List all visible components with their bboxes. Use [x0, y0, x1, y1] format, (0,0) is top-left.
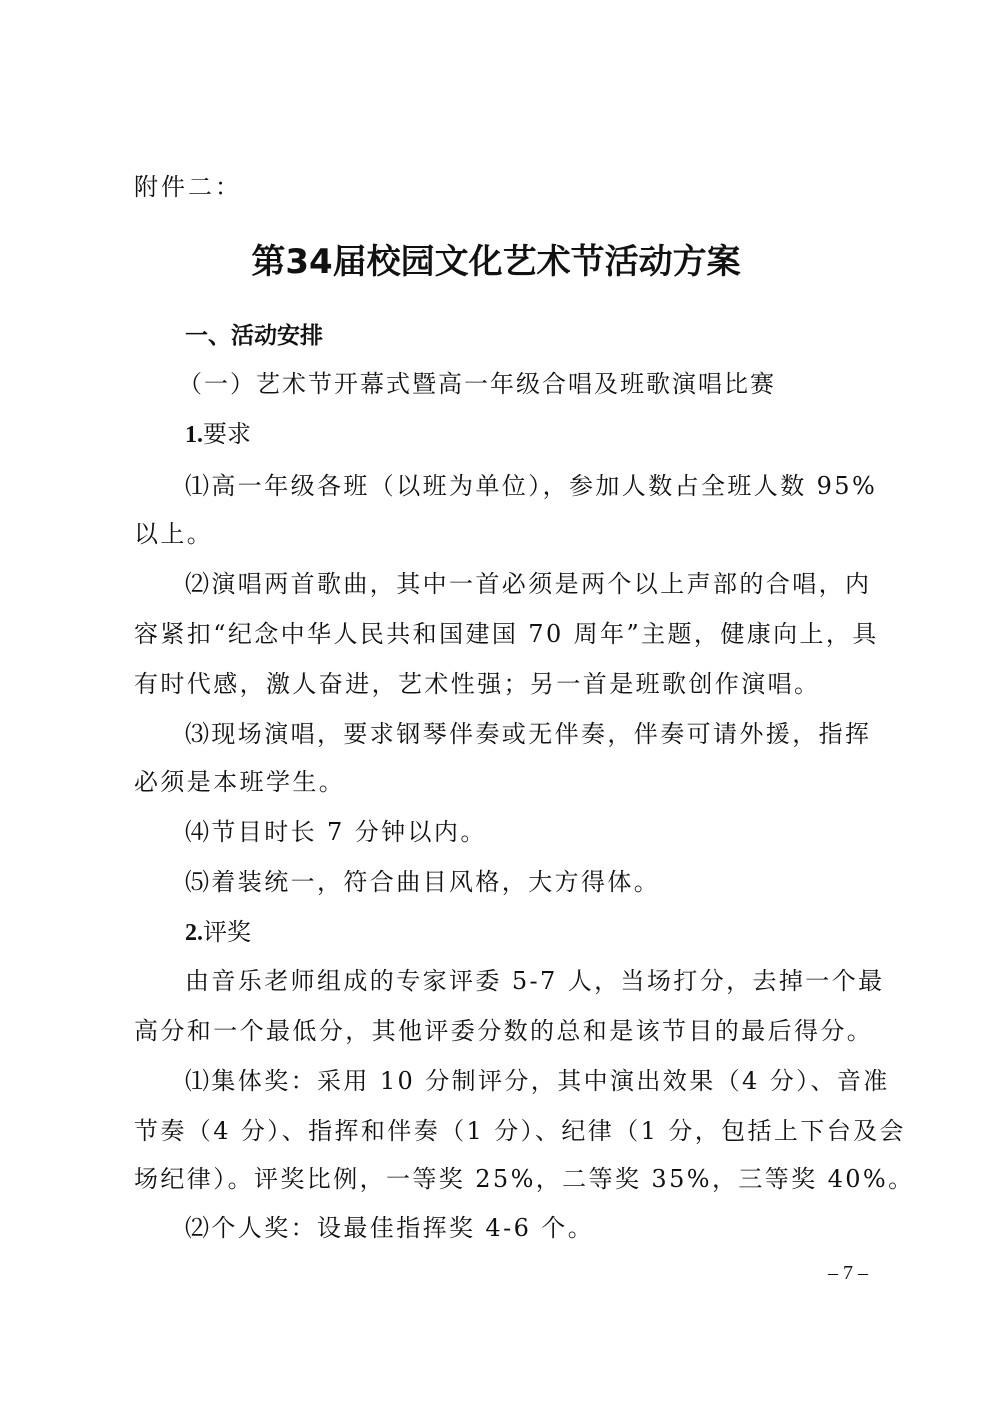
requirement-5: ⑸着装统一，符合曲目风格，大方得体。 [185, 868, 661, 896]
requirement-1-line-1: ⑴高一年级各班（以班为单位），参加人数占全班人数 95% [185, 472, 878, 500]
requirement-2-line-3: 有时代感，激人奋进，艺术性强；另一首是班歌创作演唱。 [134, 670, 821, 698]
page-title: 第34届校园文化艺术节活动方案 [251, 242, 741, 282]
judging-line-2: 高分和一个最低分，其他评委分数的总和是该节目的最后得分。 [134, 1017, 874, 1045]
item-heading-text: 评奖 [203, 918, 251, 946]
item-heading-number: 1. [185, 422, 203, 448]
judging-line-1: 由音乐老师组成的专家评委 5-7 人，当场打分，去掉一个最 [185, 967, 885, 995]
item-heading-text: 要求 [203, 420, 251, 448]
award-1-line-1: ⑴集体奖：采用 10 分制评分，其中演出效果（4 分）、音准 [185, 1067, 890, 1095]
item-heading-number: 2. [185, 920, 203, 946]
subsection-heading: （一）艺术节开幕式暨高一年级合唱及班歌演唱比赛 [178, 370, 776, 398]
requirement-1-line-2: 以上。 [134, 520, 214, 548]
section-heading: 一、活动安排 [185, 323, 323, 349]
requirement-2-line-1: ⑵演唱两首歌曲，其中一首必须是两个以上声部的合唱，内 [185, 570, 872, 598]
award-2: ⑵个人奖：设最佳指挥奖 4-6 个。 [185, 1214, 595, 1242]
page-number: – 7 – [828, 1262, 868, 1284]
attachment-label: 附件二： [134, 173, 242, 201]
award-1-line-3: 场纪律）。评奖比例，一等奖 25%，二等奖 35%，三等奖 40%。 [134, 1165, 915, 1193]
requirement-3-line-1: ⑶现场演唱，要求钢琴伴奏或无伴奏，伴奏可请外援，指挥 [185, 720, 872, 748]
requirement-2-line-2: 容紧扣“纪念中华人民共和国建国 70 周年”主题，健康向上，具 [134, 620, 879, 648]
item-heading-requirements [185, 418, 251, 451]
requirement-4: ⑷节目时长 7 分钟以内。 [185, 818, 487, 846]
award-1-line-2: 节奏（4 分）、指挥和伴奏（1 分）、纪律（1 分，包括上下台及会 [134, 1117, 906, 1145]
item-heading-awards [185, 916, 251, 949]
requirement-3-line-2: 必须是本班学生。 [134, 768, 346, 796]
